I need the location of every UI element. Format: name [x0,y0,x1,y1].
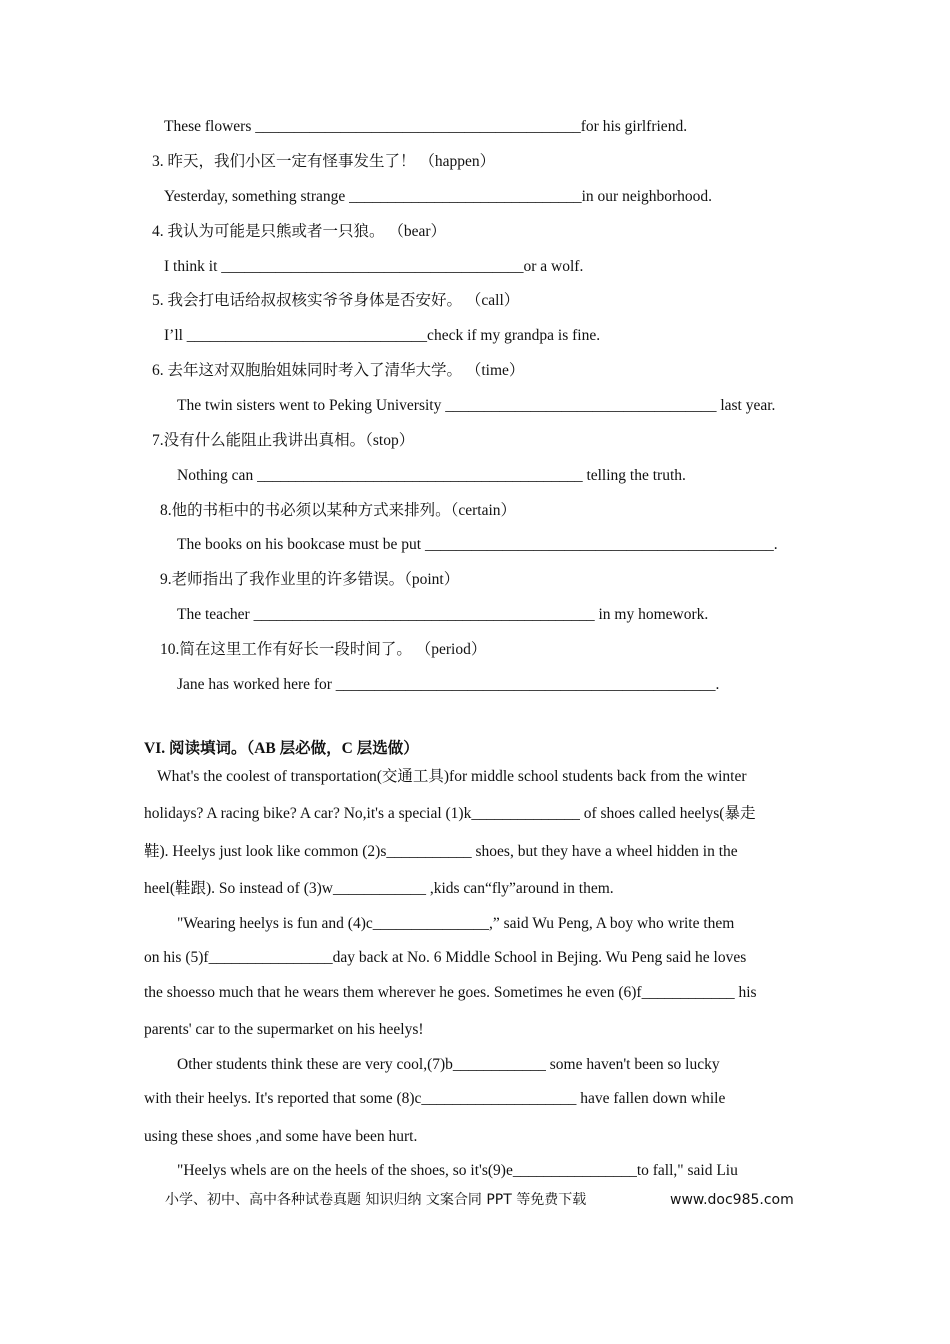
question-4-sentence: I think it _______________________________________or a wolf. [164,258,584,275]
passage-line: heel(鞋跟). So instead of (3)w____________ ,kids can“fly”around in them. [144,880,614,897]
question-9-sentence: The teacher ____________________________________________ in my homework. [177,606,709,623]
passage-line: holidays? A racing bike? A car? No,it's a special (1)k______________ of shoes called heelys(暴走 [144,805,756,822]
passage-line: 鞋). Heelys just look like common (2)s___________ shoes, but they have a wheel hidden in the [144,843,738,860]
passage-line: with their heelys. It's reported that some (8)c____________________ have fallen down while [144,1090,726,1107]
question-5-prompt: 5. 我会打电话给叔叔核实爷爷身体是否安好。 （call） [152,292,520,309]
question-10-sentence: Jane has worked here for _________________________________________________. [177,676,720,693]
question-8-sentence: The books on his bookcase must be put _____________________________________________. [177,536,778,553]
question-3-prompt: 3. 昨天，我们小区一定有怪事发生了！ （happen） [152,153,496,170]
question-5-sentence: I’ll _______________________________check if my grandpa is fine. [164,327,601,344]
question-3-sentence: Yesterday, something strange ______________________________in our neighborhood. [164,188,713,205]
passage-line: parents' car to the supermarket on his heelys! [144,1021,424,1038]
question-7-sentence: Nothing can __________________________________________ telling the truth. [177,467,686,484]
passage-line: "Wearing heelys is fun and (4)c_______________,” said Wu Peng, A boy who write them [177,915,735,932]
question-9-prompt: 9.老师指出了我作业里的许多错误。（point） [160,571,460,588]
passage-line: the shoesso much that he wears them wherever he goes. Sometimes he even (6)f____________ his [144,984,757,1001]
question-4-prompt: 4. 我认为可能是只熊或者一只狼。 （bear） [152,223,447,240]
question-6-prompt: 6. 去年这对双胞胎姐妹同时考入了清华大学。 （time） [152,362,525,379]
question-7-prompt: 7.没有什么能阻止我讲出真相。（stop） [152,432,415,449]
passage-line: Other students think these are very cool,(7)b____________ some haven't been so lucky [177,1056,720,1073]
footer-text: 小学、初中、高中各种试卷真题 知识归纳 文案合同 PPT 等免费下载 [165,1192,587,1208]
section-heading: VI. 阅读填词。（AB 层必做，C 层选做） [144,740,419,757]
question-10-prompt: 10.简在这里工作有好长一段时间了。 （period） [160,641,487,658]
passage-line: using these shoes ,and some have been hurt. [144,1128,418,1145]
question-8-prompt: 8.他的书柜中的书必须以某种方式来排列。（certain） [160,502,517,519]
question-6-sentence: The twin sisters went to Peking University ___________________________________ last year. [177,397,776,414]
footer-url[interactable]: www.doc985.com [670,1192,794,1208]
exercise-line: These flowers __________________________________________for his girlfriend. [164,118,688,135]
passage-line: What's the coolest of transportation(交通工具)for middle school students back from the winter [157,768,747,785]
passage-line: "Heelys whels are on the heels of the shoes, so it's(9)e________________to fall," said Liu [177,1162,738,1179]
passage-line: on his (5)f________________day back at No. 6 Middle School in Bejing. Wu Peng said he loves [144,949,747,966]
